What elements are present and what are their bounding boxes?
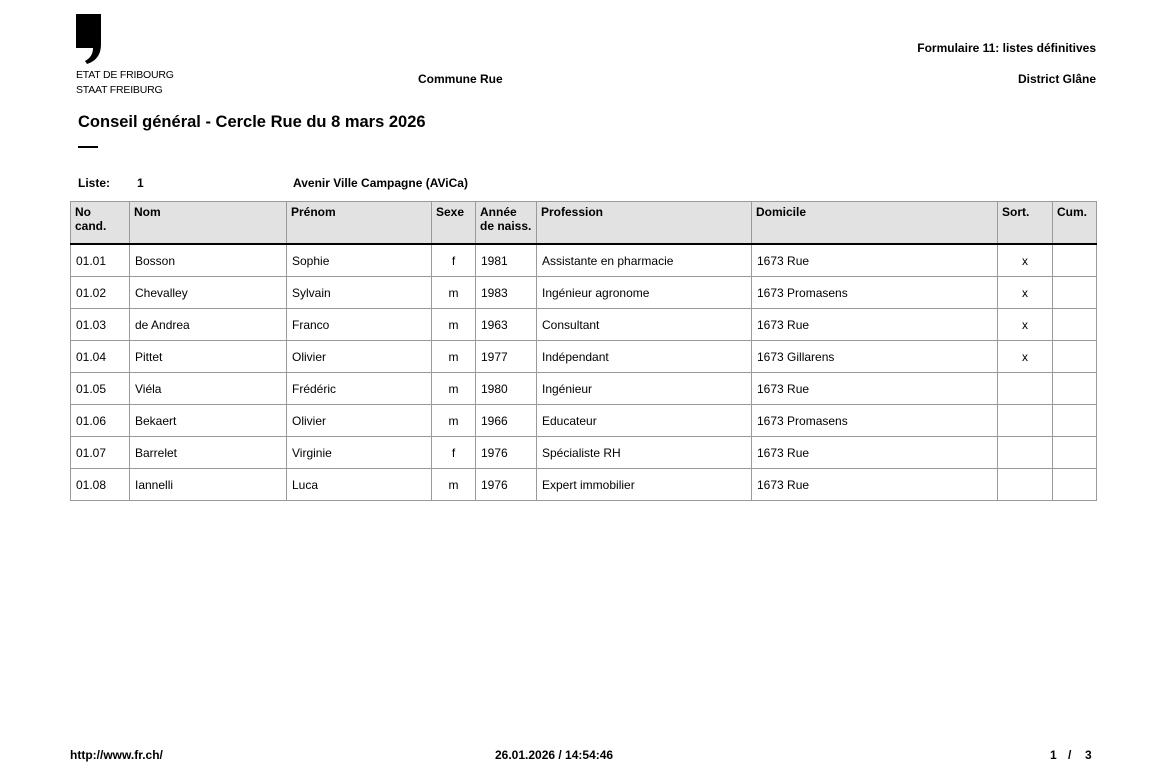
cell-annee: 1977 xyxy=(476,341,537,373)
cell-no: 01.06 xyxy=(71,405,130,437)
cell-profession: Ingénieur agronome xyxy=(537,277,752,309)
cell-annee: 1976 xyxy=(476,437,537,469)
cell-annee: 1981 xyxy=(476,244,537,277)
table-row xyxy=(71,244,1097,277)
cell-cum xyxy=(1053,437,1097,469)
list-number: 1 xyxy=(137,176,144,190)
col-header-profession: Profession xyxy=(537,202,752,245)
cell-nom: Viéla xyxy=(130,373,287,405)
col-header-prenom: Prénom xyxy=(287,202,432,245)
cell-domicile: 1673 Promasens xyxy=(752,277,998,309)
cell-profession: Assistante en pharmacie xyxy=(537,244,752,277)
table-row xyxy=(71,277,1097,309)
cell-no: 01.05 xyxy=(71,373,130,405)
cell-cum xyxy=(1053,244,1097,277)
cell-domicile: 1673 Rue xyxy=(752,469,998,501)
cell-domicile: 1673 Rue xyxy=(752,309,998,341)
cell-nom: de Andrea xyxy=(130,309,287,341)
col-header-no: No cand. xyxy=(71,202,130,245)
footer-page-separator: / xyxy=(1068,748,1072,762)
cell-sort xyxy=(998,469,1053,501)
table-row xyxy=(71,373,1097,405)
commune-label: Commune Rue xyxy=(418,72,503,86)
cell-sexe: m xyxy=(432,405,476,437)
cell-sort xyxy=(998,373,1053,405)
cell-domicile: 1673 Promasens xyxy=(752,405,998,437)
cell-sort xyxy=(998,437,1053,469)
col-header-sexe: Sexe xyxy=(432,202,476,245)
col-header-cum: Cum. xyxy=(1053,202,1097,245)
table-row xyxy=(71,405,1097,437)
cell-domicile: 1673 Gillarens xyxy=(752,341,998,373)
form-title: Formulaire 11: listes définitives xyxy=(917,41,1096,55)
cell-prenom: Frédéric xyxy=(287,373,432,405)
cell-sexe: m xyxy=(432,341,476,373)
cell-annee: 1980 xyxy=(476,373,537,405)
table-row xyxy=(71,469,1097,501)
cell-sort: x xyxy=(998,309,1053,341)
cell-prenom: Olivier xyxy=(287,341,432,373)
cell-sexe: m xyxy=(432,469,476,501)
table-row xyxy=(71,341,1097,373)
cell-annee: 1963 xyxy=(476,309,537,341)
cell-sort: x xyxy=(998,277,1053,309)
col-header-nom: Nom xyxy=(130,202,287,245)
cell-no: 01.04 xyxy=(71,341,130,373)
cell-sexe: m xyxy=(432,277,476,309)
table-header-row xyxy=(71,202,1097,245)
title-underline xyxy=(78,146,98,148)
cell-prenom: Franco xyxy=(287,309,432,341)
cell-prenom: Sophie xyxy=(287,244,432,277)
footer-url-link[interactable]: http://www.fr.ch/ xyxy=(70,748,163,762)
cell-cum xyxy=(1053,277,1097,309)
table-row xyxy=(71,437,1097,469)
cell-domicile: 1673 Rue xyxy=(752,373,998,405)
cell-prenom: Luca xyxy=(287,469,432,501)
cell-profession: Spécialiste RH xyxy=(537,437,752,469)
cell-cum xyxy=(1053,373,1097,405)
cell-sexe: f xyxy=(432,437,476,469)
district-label: District Glâne xyxy=(1017,72,1096,86)
table-row xyxy=(71,309,1097,341)
cell-nom: Chevalley xyxy=(130,277,287,309)
col-header-domicile: Domicile xyxy=(752,202,998,245)
cell-annee: 1983 xyxy=(476,277,537,309)
cell-no: 01.07 xyxy=(71,437,130,469)
cell-prenom: Sylvain xyxy=(287,277,432,309)
col-header-annee: Année de naiss. xyxy=(476,202,537,245)
cell-domicile: 1673 Rue xyxy=(752,244,998,277)
cell-nom: Barrelet xyxy=(130,437,287,469)
fribourg-logo-icon xyxy=(76,14,104,64)
cell-cum xyxy=(1053,405,1097,437)
cell-cum xyxy=(1053,341,1097,373)
cell-profession: Ingénieur xyxy=(537,373,752,405)
cell-profession: Expert immobilier xyxy=(537,469,752,501)
logo-text-line2: STAAT FREIBURG xyxy=(76,84,163,96)
cell-sort xyxy=(998,405,1053,437)
cell-no: 01.01 xyxy=(71,244,130,277)
candidates-table xyxy=(70,201,1097,501)
cell-no: 01.03 xyxy=(71,309,130,341)
cell-no: 01.08 xyxy=(71,469,130,501)
footer-page-total: 3 xyxy=(1085,748,1092,762)
cell-sexe: f xyxy=(432,244,476,277)
cell-profession: Educateur xyxy=(537,405,752,437)
cell-sexe: m xyxy=(432,373,476,405)
cell-nom: Iannelli xyxy=(130,469,287,501)
cell-cum xyxy=(1053,309,1097,341)
list-label: Liste: xyxy=(78,176,111,190)
page-title: Conseil général - Cercle Rue du 8 mars 2026 xyxy=(78,113,426,131)
list-name: Avenir Ville Campagne (AViCa) xyxy=(293,176,468,190)
col-header-sort: Sort. xyxy=(998,202,1053,245)
footer-page-number: 1 xyxy=(1050,748,1057,762)
cell-sexe: m xyxy=(432,309,476,341)
cell-domicile: 1673 Rue xyxy=(752,437,998,469)
cell-profession: Consultant xyxy=(537,309,752,341)
cell-annee: 1976 xyxy=(476,469,537,501)
cell-sort: x xyxy=(998,341,1053,373)
cell-sort: x xyxy=(998,244,1053,277)
cell-nom: Pittet xyxy=(130,341,287,373)
cell-prenom: Virginie xyxy=(287,437,432,469)
cell-cum xyxy=(1053,469,1097,501)
cell-nom: Bosson xyxy=(130,244,287,277)
footer-datetime: 26.01.2026 / 14:54:46 xyxy=(495,748,614,762)
cell-nom: Bekaert xyxy=(130,405,287,437)
logo-text-line1: ETAT DE FRIBOURG xyxy=(76,69,174,81)
cell-prenom: Olivier xyxy=(287,405,432,437)
cell-profession: Indépendant xyxy=(537,341,752,373)
cell-no: 01.02 xyxy=(71,277,130,309)
cell-annee: 1966 xyxy=(476,405,537,437)
